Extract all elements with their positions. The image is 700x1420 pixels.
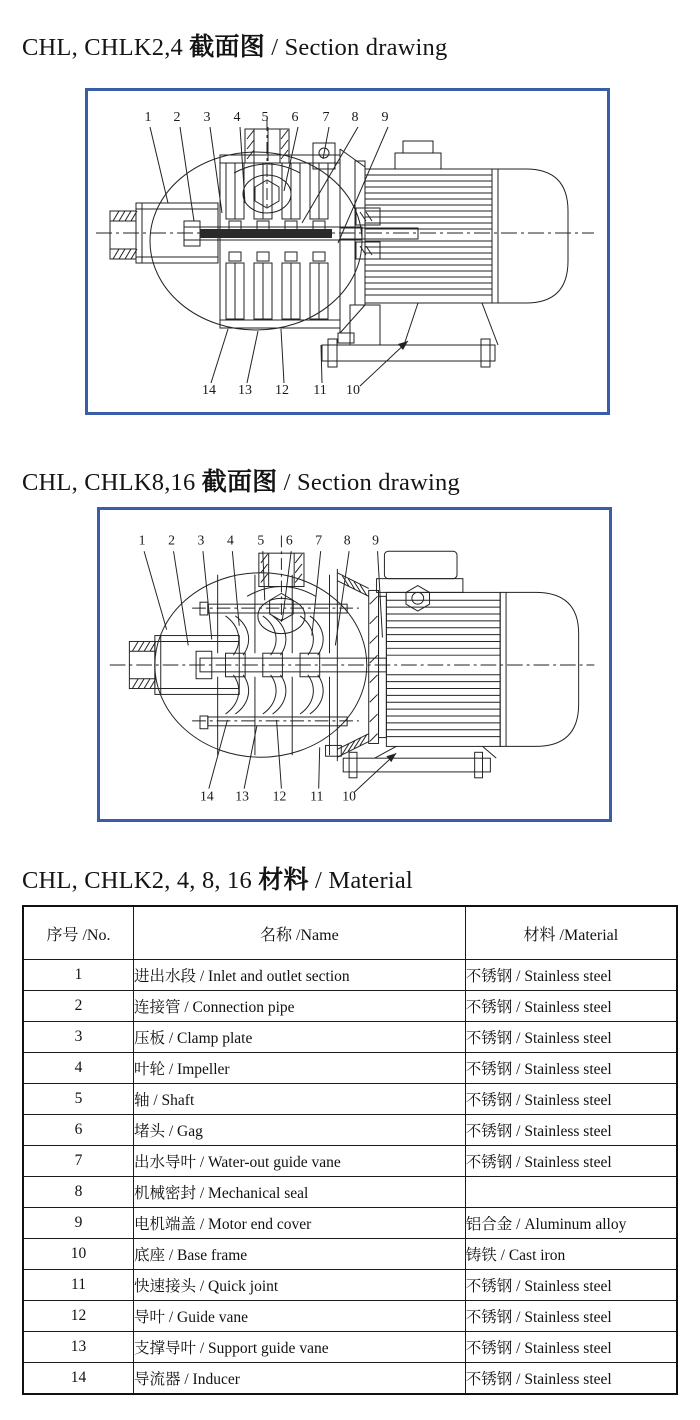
callout-number: 1 xyxy=(144,110,152,125)
callouts-bottom xyxy=(202,383,360,398)
row-no: 4 xyxy=(23,1053,133,1084)
callouts-top xyxy=(145,110,389,125)
callout-number: 2 xyxy=(173,110,181,125)
row-material: 不锈钢 / Stainless steel xyxy=(465,1022,677,1053)
section1-figure-frame xyxy=(85,88,610,415)
section3-title xyxy=(22,860,413,896)
callout-number: 10 xyxy=(346,383,360,398)
table-row xyxy=(23,1177,677,1208)
callouts-bottom xyxy=(200,788,356,803)
callout-number: 7 xyxy=(315,532,323,548)
callout-number: 12 xyxy=(272,788,287,804)
callout-number: 4 xyxy=(226,532,234,548)
row-no: 10 xyxy=(23,1239,133,1270)
row-no: 1 xyxy=(23,960,133,991)
row-name: 导流器 / Inducer xyxy=(133,1363,465,1395)
row-name: 堵头 / Gag xyxy=(133,1115,465,1146)
row-name: 进出水段 / Inlet and outlet section xyxy=(133,960,465,991)
callout-number: 1 xyxy=(138,532,146,548)
callout-number: 13 xyxy=(235,788,250,804)
table-row xyxy=(23,1332,677,1363)
callout-number: 5 xyxy=(261,110,269,125)
row-material: 不锈钢 / Stainless steel xyxy=(465,991,677,1022)
table-row xyxy=(23,1053,677,1084)
callout-number: 6 xyxy=(291,110,299,125)
callout-number: 10 xyxy=(342,788,356,804)
row-material: 铝合金 / Aluminum alloy xyxy=(465,1208,677,1239)
section3-title-suffix: / Material xyxy=(308,867,413,894)
row-name: 支撑导叶 / Support guide vane xyxy=(133,1332,465,1363)
material-table-header xyxy=(23,906,677,960)
table-row xyxy=(23,1208,677,1239)
table-row xyxy=(23,1022,677,1053)
section2-title-cjk: 截面图 xyxy=(201,467,278,496)
row-name: 连接管 / Connection pipe xyxy=(133,991,465,1022)
table-row xyxy=(23,1239,677,1270)
row-no: 8 xyxy=(23,1177,133,1208)
row-name: 轴 / Shaft xyxy=(133,1084,465,1115)
row-no: 6 xyxy=(23,1115,133,1146)
section1-title xyxy=(22,27,447,63)
row-name: 出水导叶 / Water-out guide vane xyxy=(133,1146,465,1177)
row-name: 电机端盖 / Motor end cover xyxy=(133,1208,465,1239)
row-no: 14 xyxy=(23,1363,133,1395)
section1-title-suffix: / Section drawing xyxy=(264,34,448,61)
section3-title-prefix: CHL, CHLK2, 4, 8, 16 xyxy=(22,867,259,894)
section1-title-prefix: CHL, CHLK2,4 xyxy=(22,34,190,61)
callout-number: 14 xyxy=(202,383,216,398)
row-name: 导叶 / Guide vane xyxy=(133,1301,465,1332)
row-no: 9 xyxy=(23,1208,133,1239)
callout-number: 11 xyxy=(310,788,324,804)
callout-number: 8 xyxy=(351,110,359,125)
pump-section-drawing-24 xyxy=(88,91,607,412)
header-name: 名称 /Name xyxy=(133,906,465,960)
row-name: 底座 / Base frame xyxy=(133,1239,465,1270)
callout-number: 14 xyxy=(200,788,214,804)
row-no: 5 xyxy=(23,1084,133,1115)
callout-number: 12 xyxy=(275,383,289,398)
callout-number: 4 xyxy=(233,110,241,125)
callout-number: 9 xyxy=(372,532,380,548)
row-no: 12 xyxy=(23,1301,133,1332)
row-name: 快速接头 / Quick joint xyxy=(133,1270,465,1301)
table-row xyxy=(23,991,677,1022)
row-material: 不锈钢 / Stainless steel xyxy=(465,1053,677,1084)
pump-casing xyxy=(150,152,362,330)
row-name: 机械密封 / Mechanical seal xyxy=(133,1177,465,1208)
callout-number: 13 xyxy=(238,383,252,398)
base-frame xyxy=(322,345,495,361)
table-row xyxy=(23,1084,677,1115)
table-row xyxy=(23,1115,677,1146)
row-material: 不锈钢 / Stainless steel xyxy=(465,1270,677,1301)
base-frame xyxy=(343,758,490,772)
callout-number: 11 xyxy=(313,383,327,398)
row-name: 压板 / Clamp plate xyxy=(133,1022,465,1053)
row-no: 11 xyxy=(23,1270,133,1301)
callout-number: 2 xyxy=(168,532,175,548)
table-row xyxy=(23,1301,677,1332)
row-no: 3 xyxy=(23,1022,133,1053)
material-table-body xyxy=(23,960,677,1395)
callout-number: 9 xyxy=(381,110,389,125)
row-no: 7 xyxy=(23,1146,133,1177)
table-row xyxy=(23,1270,677,1301)
header-no: 序号 /No. xyxy=(23,906,133,960)
callout-number: 3 xyxy=(203,110,211,125)
table-row xyxy=(23,1363,677,1395)
callout-number: 6 xyxy=(285,532,293,548)
section1-title-cjk: 截面图 xyxy=(189,32,265,61)
section3-title-cjk: 材料 xyxy=(258,865,309,894)
callouts-top xyxy=(139,532,379,547)
row-material: 不锈钢 / Stainless steel xyxy=(465,1363,677,1395)
section2-title-suffix: / Section drawing xyxy=(277,469,460,496)
row-material: 不锈钢 / Stainless steel xyxy=(465,1084,677,1115)
section2-figure-frame xyxy=(97,507,612,822)
callout-number: 8 xyxy=(343,532,351,548)
row-material: 铸铁 / Cast iron xyxy=(465,1239,677,1270)
row-material: 不锈钢 / Stainless steel xyxy=(465,1115,677,1146)
table-row xyxy=(23,1146,677,1177)
callout-number: 5 xyxy=(257,532,265,548)
row-no: 13 xyxy=(23,1332,133,1363)
row-no: 2 xyxy=(23,991,133,1022)
row-name: 叶轮 / Impeller xyxy=(133,1053,465,1084)
material-table xyxy=(22,905,678,1395)
callout-number: 7 xyxy=(322,110,330,125)
row-material: 不锈钢 / Stainless steel xyxy=(465,1332,677,1363)
row-material xyxy=(465,1177,677,1208)
section2-title xyxy=(22,462,460,498)
pump-section-drawing-816 xyxy=(100,510,609,819)
header-material: 材料 /Material xyxy=(465,906,677,960)
row-material: 不锈钢 / Stainless steel xyxy=(465,960,677,991)
row-material: 不锈钢 / Stainless steel xyxy=(465,1301,677,1332)
row-material: 不锈钢 / Stainless steel xyxy=(465,1146,677,1177)
table-row xyxy=(23,960,677,991)
callout-number: 3 xyxy=(197,532,205,548)
section2-title-prefix: CHL, CHLK8,16 xyxy=(22,469,202,496)
